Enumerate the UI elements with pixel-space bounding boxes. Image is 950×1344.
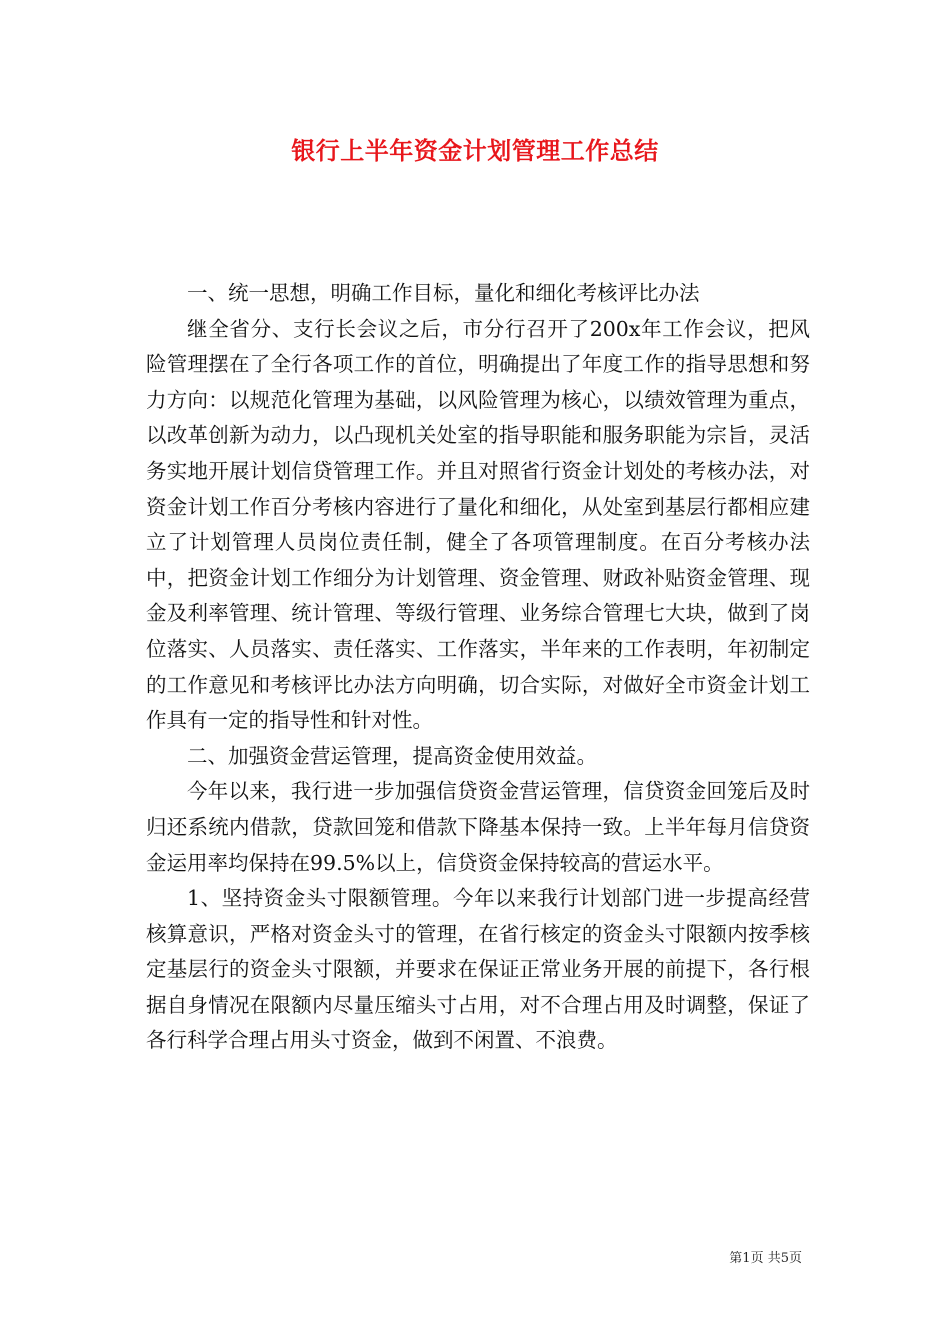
paragraph-1: 继全省分、支行长会议之后，市分行召开了200x年工作会议，把风险管理摆在了全行各项工作的首位，明确提出了年度工作的指导思想和努力方向：以规范化管理为基础，以风险管理为核心，以绩效管理为重点，以改革创新为动力，以凸现机关处室的指导职能和服务职能为宗旨，灵活务实地开展计划信贷管理工作。并且对照省行资金计划处的考核办法，对资金计划工作百分考核内容进行了量化和细化，从处室到基层行都相应建立了计划管理人员岗位责任制，健全了各项管理制度。在百分考核办法中，把资金计划工作细分为计划管理、资金管理、财政补贴资金管理、现金及利率管理、统计管理、等级行管理、业务综合管理七大块，做到了岗位落实、人员落实、责任落实、工作落实，半年来的工作表明，年初制定的工作意见和考核评比办法方向明确，切合实际，对做好全市资金计划工作具有一定的指导性和针对性。 [146,316,810,733]
paragraph-3: 1、坚持资金头寸限额管理。今年以来我行计划部门进一步提高经营核算意识，严格对资金头寸的管理，在省行核定的资金头寸限额内按季核定基层行的资金头寸限额，并要求在保证正常业务开展的前提下，各行根据自身情况在限额内尽量压缩头寸占用，对不合理占用及时调整，保证了各行科学合理占用头寸资金，做到不闲置、不浪费。 [146,886,810,1053]
page-total: 5 [780,1251,789,1266]
section-heading-1: 一、统一思想，明确工作目标，量化和细化考核评比办法 [187,281,700,305]
page-middle: 页 共 [750,1251,781,1266]
paragraph-2: 今年以来，我行进一步加强信贷资金营运管理，信贷资金回笼后及时归还系统内借款，贷款回笼和借款下降基本保持一致。上半年每月信贷资金运用率均保持在99.5%以上，信贷资金保持较高的营运水平。 [146,779,810,875]
document-title: 银行上半年资金计划管理工作总结 [291,137,659,165]
page-number-footer [729,1250,802,1268]
section-heading-2: 二、加强资金营运管理，提高资金使用效益。 [187,743,597,768]
page-current: 1 [742,1251,751,1266]
page-prefix: 第 [729,1251,743,1266]
page-suffix: 页 [788,1251,802,1266]
document-body [146,276,810,1059]
